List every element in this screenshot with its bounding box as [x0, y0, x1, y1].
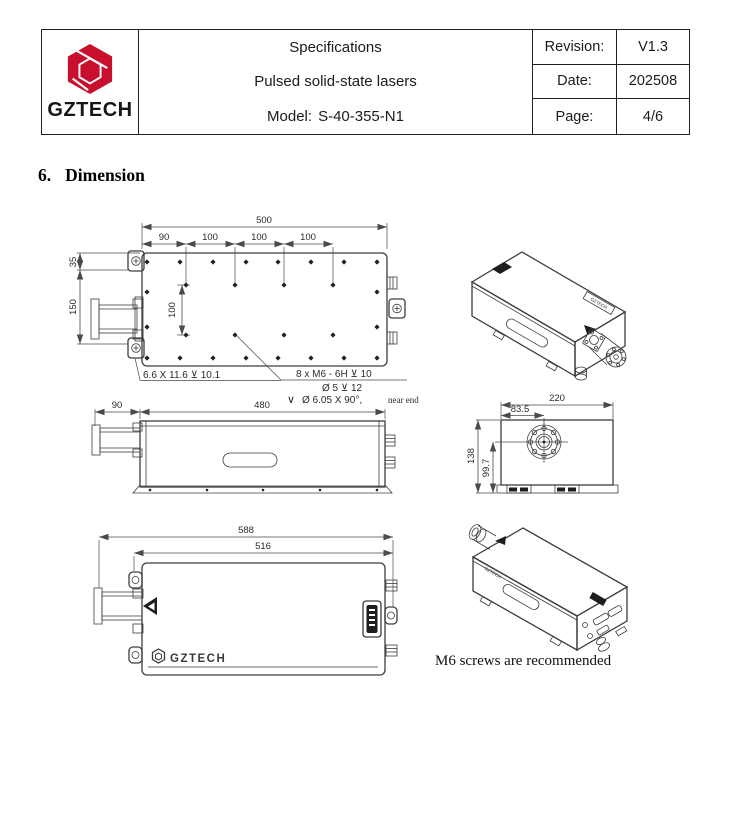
top-view-drawing [68, 215, 419, 406]
revision-value: V1.3 [616, 30, 689, 65]
device-logo-text: GZTECH [170, 653, 227, 665]
section-number: 6. [38, 165, 52, 185]
dim-label-100a: 100 [202, 232, 218, 243]
dim-label-588: 588 [238, 525, 254, 536]
laser-warning-icon [143, 597, 157, 615]
dim-label-90: 90 [158, 232, 170, 243]
rear-panel-connectors [583, 605, 623, 653]
dim-label-body-480: 480 [254, 400, 270, 411]
screw-recommendation-note: M6 screws are recommended [435, 653, 612, 669]
output-flange [495, 422, 568, 463]
dim-label-516: 516 [255, 541, 271, 552]
iso-view-rear [467, 523, 627, 653]
date-value: 202508 [616, 65, 689, 100]
section-title: Dimension [65, 165, 145, 185]
dim-label-150: 150 [68, 299, 79, 315]
page-label: Page: [532, 99, 616, 134]
rear-view-drawing [466, 393, 618, 493]
dim-label-inner-100: 100 [167, 302, 178, 318]
dim-label-snout-90: 90 [111, 400, 123, 411]
doc-title: Specifications [289, 38, 382, 56]
callout-slot: 6.6 X 11.6 ⊻ 10.1 [143, 370, 221, 381]
dim-label-83-5: 83.5 [510, 404, 530, 415]
model-value: S-40-355-N1 [318, 108, 404, 126]
doc-subtitle: Pulsed solid-state lasers [254, 73, 417, 91]
device-logo [153, 649, 227, 665]
dim-label-100c: 100 [300, 232, 316, 243]
revision-label: Revision: [532, 30, 616, 65]
dim-label-500: 500 [256, 215, 272, 226]
mounting-holes [144, 259, 379, 360]
handle-slot [223, 453, 277, 467]
side-view-drawing [92, 400, 395, 493]
device-label-text-rear: GZTECH [483, 565, 503, 580]
dim-label-220: 220 [549, 393, 565, 404]
page-value: 4/6 [616, 99, 689, 134]
countersink-symbol: ∨ [287, 394, 296, 406]
callout-holes: 8 x M6 - 6H ⊻ 10 [296, 369, 372, 380]
bottom-view-drawing [94, 525, 397, 675]
iso-view-front [472, 252, 626, 380]
callout-countersink: Ø 6.05 X 90°, [302, 395, 363, 406]
callout-countersink-note: near end [388, 395, 419, 405]
device-label-text: GZTECH [589, 296, 609, 311]
dim-label-100b: 100 [251, 232, 267, 243]
dim-label-99-7: 99.7 [481, 458, 492, 478]
dim-label-138: 138 [466, 448, 477, 464]
date-label: Date: [532, 65, 616, 100]
callout-hole-depth: Ø 5 ⊻ 12 [322, 383, 363, 394]
model-label: Model: [267, 108, 313, 126]
iso-output-flange [606, 347, 626, 367]
logo-wordmark: GZTECH [47, 99, 133, 121]
dim-label-35: 35 [68, 256, 79, 268]
